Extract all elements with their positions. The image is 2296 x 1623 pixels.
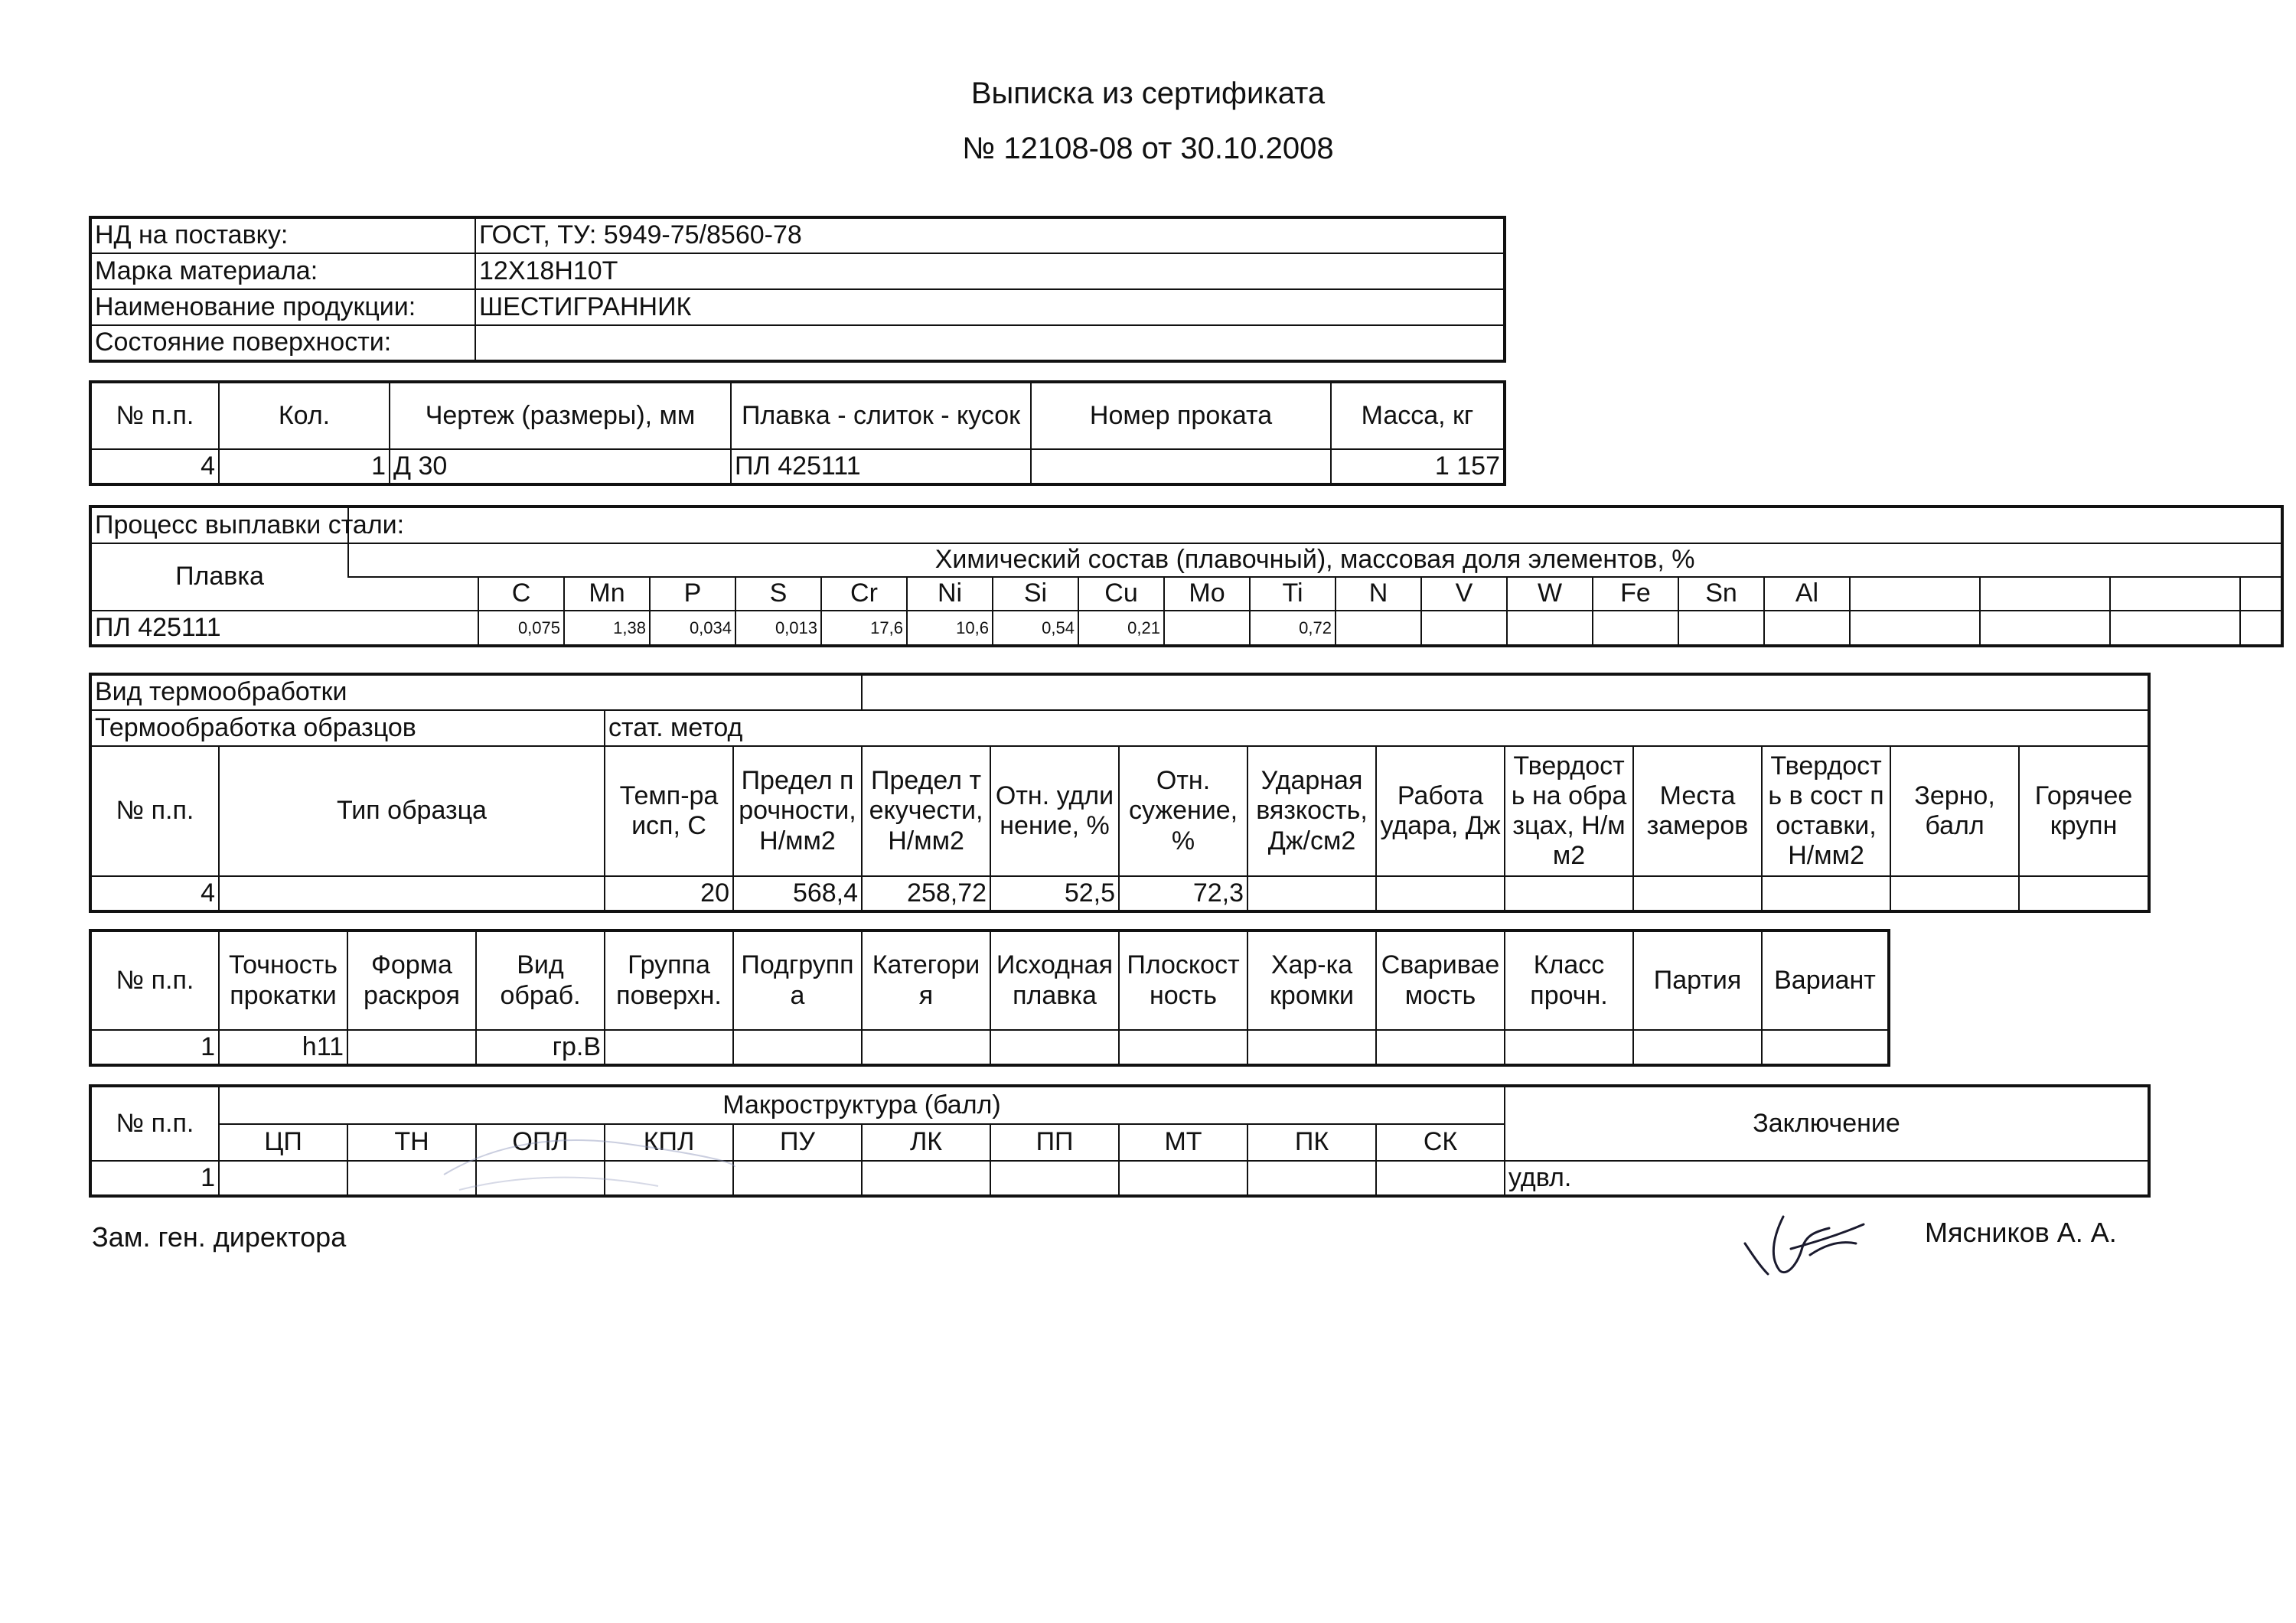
element-symbol: Ti: [1250, 577, 1336, 611]
processing-header: Группа поверхн.: [605, 930, 733, 1030]
mechanical-header: Твердость в сост поставки, Н/мм2: [1762, 746, 1890, 876]
macro-column: ПП: [990, 1124, 1119, 1161]
signature: [1737, 1201, 1875, 1286]
processing-header: Класс прочн.: [1505, 930, 1633, 1030]
element-value: 0,075: [478, 611, 564, 646]
processing-cell: [990, 1030, 1119, 1065]
processing-cell: [862, 1030, 990, 1065]
process-value: [348, 507, 2282, 543]
element-value: 10,6: [907, 611, 993, 646]
processing-cell: гр.В: [476, 1030, 605, 1065]
element-value: [1336, 611, 1421, 646]
element-symbol: Mo: [1164, 577, 1250, 611]
delivery-cell: [1031, 449, 1331, 484]
heat-treatment-label: Вид термообработки: [90, 674, 862, 710]
element-symbol: Ni: [907, 577, 993, 611]
element-value: 0,72: [1250, 611, 1336, 646]
processing-cell: [733, 1030, 862, 1065]
macro-cell: [1119, 1161, 1247, 1196]
document-title: Выписка из сертификата: [970, 77, 1326, 110]
mechanical-cell: 4: [90, 876, 219, 911]
mechanical-cell: [219, 876, 605, 911]
element-value: 0,013: [735, 611, 821, 646]
processing-cell: [347, 1030, 476, 1065]
element-value: [1678, 611, 1764, 646]
info-label: НД на поставку:: [90, 217, 475, 253]
processing-cell: [1376, 1030, 1505, 1065]
macro-row-num: 1: [90, 1161, 219, 1196]
mechanical-cell: [1633, 876, 1762, 911]
element-symbol: [1980, 577, 2110, 611]
element-value: [1980, 611, 2110, 646]
element-symbol: [2240, 577, 2282, 611]
mechanical-cell: [1762, 876, 1890, 911]
element-symbol: [2110, 577, 2240, 611]
processing-header: Точность прокатки: [219, 930, 347, 1030]
element-symbol: Fe: [1593, 577, 1678, 611]
element-symbol: N: [1336, 577, 1421, 611]
mechanical-header: Горячее крупн: [2019, 746, 2149, 876]
macro-column: ЛК: [862, 1124, 990, 1161]
conclusion-header: Заключение: [1505, 1086, 2149, 1161]
macro-num-header: № п.п.: [90, 1086, 219, 1161]
element-value: 0,54: [993, 611, 1078, 646]
macro-column: СК: [1376, 1124, 1505, 1161]
macro-column: ЦП: [219, 1124, 347, 1161]
info-label: Наименование продукции:: [90, 289, 475, 325]
info-value: ГОСТ, ТУ: 5949-75/8560-78: [475, 217, 1505, 253]
mechanical-header: № п.п.: [90, 746, 219, 876]
sample-treatment-label: Термообработка образцов: [90, 710, 605, 746]
element-value: [1164, 611, 1250, 646]
delivery-cell: ПЛ 425111: [731, 449, 1031, 484]
macro-cell: [733, 1161, 862, 1196]
mechanical-header: Темп-ра исп, С: [605, 746, 733, 876]
mechanical-cell: 568,4: [733, 876, 862, 911]
composition-header: Химический состав (плавочный), массовая доля элементов, %: [348, 543, 2282, 577]
processing-header: Исходная плавка: [990, 930, 1119, 1030]
element-symbol: Si: [993, 577, 1078, 611]
processing-cell: [1762, 1030, 1889, 1065]
mechanical-header: Ударная вязкость, Дж/см2: [1247, 746, 1376, 876]
processing-header: Хар-ка кромки: [1247, 930, 1376, 1030]
melt-row: [90, 611, 2282, 646]
mechanical-table: [89, 673, 2151, 913]
delivery-header: Кол.: [219, 382, 390, 449]
element-symbol: Sn: [1678, 577, 1764, 611]
mechanical-cell: [1247, 876, 1376, 911]
mechanical-header: Отн. сужение, %: [1119, 746, 1247, 876]
macro-column: ПК: [1247, 1124, 1376, 1161]
mechanical-cell: [1505, 876, 1633, 911]
melt-id: ПЛ 425111: [90, 611, 478, 646]
info-value: ШЕСТИГРАННИК: [475, 289, 1505, 325]
mechanical-header: Зерно, балл: [1890, 746, 2019, 876]
mechanical-header: Предел прочности, Н/мм2: [733, 746, 862, 876]
mechanical-header: Места замеров: [1633, 746, 1762, 876]
chemistry-table: [89, 505, 2284, 647]
element-value: 1,38: [564, 611, 650, 646]
sample-treatment-value: стат. метод: [605, 710, 2149, 746]
macro-cell: [1376, 1161, 1505, 1196]
delivery-cell: 1: [219, 449, 390, 484]
stamp-mark: [429, 1113, 750, 1205]
element-symbol: [1850, 577, 1980, 611]
macro-header: Макроструктура (балл): [219, 1086, 1505, 1124]
element-spacer: [348, 577, 478, 611]
element-value: [1421, 611, 1507, 646]
mechanical-cell: [1376, 876, 1505, 911]
macro-column: МТ: [1119, 1124, 1247, 1161]
element-symbol: Cu: [1078, 577, 1164, 611]
element-symbol: P: [650, 577, 735, 611]
info-label: Марка материала:: [90, 253, 475, 289]
element-row: [90, 577, 2282, 611]
mechanical-header: Отн. удлинение, %: [990, 746, 1119, 876]
macro-column: ОПЛ: [476, 1124, 605, 1161]
heat-treatment-value: [862, 674, 2149, 710]
processing-cell: [1505, 1030, 1633, 1065]
element-symbol: C: [478, 577, 564, 611]
processing-cell: 1: [90, 1030, 219, 1065]
delivery-header: Номер проката: [1031, 382, 1331, 449]
macro-column: ТН: [347, 1124, 476, 1161]
info-table: [89, 216, 1506, 363]
delivery-table: [89, 380, 1506, 486]
processing-cell: [1633, 1030, 1762, 1065]
mechanical-header: Работа удара, Дж: [1376, 746, 1505, 876]
mechanical-cell: 258,72: [862, 876, 990, 911]
element-value: 17,6: [821, 611, 907, 646]
element-symbol: Al: [1764, 577, 1850, 611]
processing-cell: [1247, 1030, 1376, 1065]
macro-column: КПЛ: [605, 1124, 733, 1161]
element-symbol: Mn: [564, 577, 650, 611]
delivery-header: № п.п.: [90, 382, 219, 449]
processing-cell: h11: [219, 1030, 347, 1065]
mechanical-cell: 52,5: [990, 876, 1119, 911]
element-symbol: Cr: [821, 577, 907, 611]
melt-header: Плавка: [90, 543, 348, 611]
mechanical-cell: 20: [605, 876, 733, 911]
macro-cell: [862, 1161, 990, 1196]
delivery-header: Плавка - слиток - кусок: [731, 382, 1031, 449]
delivery-header: Чертеж (размеры), мм: [390, 382, 731, 449]
processing-header: Свариваемость: [1376, 930, 1505, 1030]
processing-header: Подгруппа: [733, 930, 862, 1030]
processing-header: Партия: [1633, 930, 1762, 1030]
conclusion-value: удвл.: [1505, 1161, 2149, 1196]
processing-header: Вариант: [1762, 930, 1889, 1030]
element-value: [1850, 611, 1980, 646]
delivery-header: Масса, кг: [1331, 382, 1505, 449]
macro-table: [89, 1084, 2151, 1198]
macro-cell: [990, 1161, 1119, 1196]
processing-header: Плоскостность: [1119, 930, 1247, 1030]
processing-header: Категория: [862, 930, 990, 1030]
mechanical-header: Предел текучести, Н/мм2: [862, 746, 990, 876]
delivery-cell: Д 30: [390, 449, 731, 484]
signer-position: Зам. ген. директора: [92, 1221, 347, 1253]
mechanical-cell: [2019, 876, 2149, 911]
element-value: 0,034: [650, 611, 735, 646]
processing-table: [89, 929, 1890, 1067]
info-value: 12Х18Н10Т: [475, 253, 1505, 289]
info-label: Состояние поверхности:: [90, 325, 475, 361]
macro-column: ПУ: [733, 1124, 862, 1161]
processing-cell: [1119, 1030, 1247, 1065]
mechanical-cell: [1890, 876, 2019, 911]
element-value: [1593, 611, 1678, 646]
info-value: [475, 325, 1505, 361]
processing-cell: [605, 1030, 733, 1065]
element-symbol: S: [735, 577, 821, 611]
element-value: [1764, 611, 1850, 646]
mechanical-header: Тип образца: [219, 746, 605, 876]
element-value: [2240, 611, 2282, 646]
element-value: [2110, 611, 2240, 646]
macro-cell: [1247, 1161, 1376, 1196]
macro-cell: [219, 1161, 347, 1196]
processing-header: Вид обраб.: [476, 930, 605, 1030]
document-number: № 12108-08 от 30.10.2008: [962, 132, 1334, 165]
process-label: Процесс выплавки стали:: [90, 507, 348, 543]
signer-name: Мясников А. А.: [1925, 1217, 2117, 1248]
delivery-cell: 1 157: [1331, 449, 1505, 484]
element-symbol: V: [1421, 577, 1507, 611]
element-symbol: W: [1507, 577, 1593, 611]
mechanical-cell: 72,3: [1119, 876, 1247, 911]
mechanical-header: Твердость на образцах, Н/мм2: [1505, 746, 1633, 876]
processing-header: № п.п.: [90, 930, 219, 1030]
processing-header: Форма раскроя: [347, 930, 476, 1030]
element-value: 0,21: [1078, 611, 1164, 646]
element-value: [1507, 611, 1593, 646]
delivery-cell: 4: [90, 449, 219, 484]
